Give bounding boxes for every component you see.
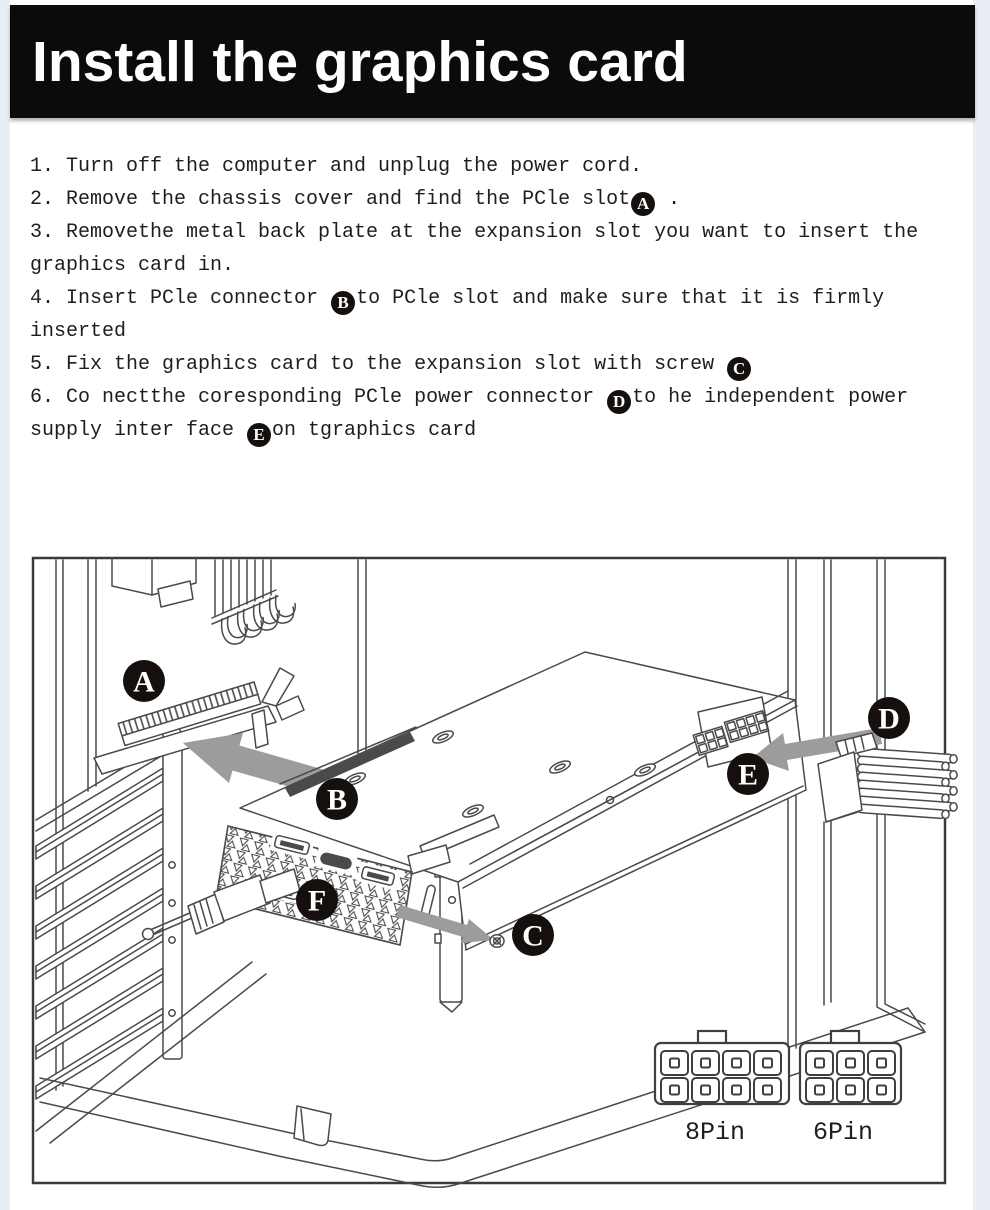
callout-a-label: A	[133, 665, 155, 699]
instruction-text: 1. Turn off the computer and unplug the power cord.	[30, 155, 643, 178]
instruction-text: to PCle slot and make sure that it is firmly	[356, 287, 885, 310]
callout-b-label: B	[326, 783, 348, 817]
instruction-text: 6. Co nectthe coresponding PCle power connector	[30, 386, 607, 409]
callout-f	[296, 879, 338, 921]
step-badge-b: B	[331, 291, 355, 315]
8pin-label: 8Pin	[684, 1118, 746, 1147]
instruction-text: on tgraphics card	[272, 419, 477, 442]
instruction-text: 3. Removethe metal back plate at the expansion slot you want to insert the	[30, 221, 919, 244]
callout-c	[512, 914, 554, 956]
step-badge-e: E	[247, 423, 271, 447]
instruction-text: 4. Insert PCle connector	[30, 287, 331, 310]
instruction-text: 2. Remove the chassis cover and find the PCle slot	[30, 188, 631, 211]
step-badge-a: A	[631, 192, 655, 216]
step-badge-c: C	[727, 357, 751, 381]
6pin-label: 6Pin	[812, 1118, 874, 1147]
instruction-text: .	[656, 188, 681, 211]
instruction-text: to he independent power	[632, 386, 909, 409]
callout-e	[727, 753, 769, 795]
instruction-text: graphics card in.	[30, 254, 235, 277]
callout-c-label: C	[522, 919, 544, 953]
instruction-text: 5. Fix the graphics card to the expansion slot with screw	[30, 353, 727, 376]
screw	[490, 935, 504, 947]
callout-a	[123, 660, 165, 702]
instruction-text: supply inter face	[30, 419, 247, 442]
callout-b	[316, 778, 358, 820]
callout-d	[868, 697, 910, 739]
instruction-text: inserted	[30, 320, 127, 343]
callout-d-label: D	[878, 702, 900, 736]
callout-e-label: E	[737, 758, 759, 792]
callout-f-label: F	[307, 884, 327, 918]
rear-rail-left	[163, 722, 182, 1059]
page-title: Install the graphics card	[32, 29, 688, 94]
step-badge-d: D	[607, 390, 631, 414]
